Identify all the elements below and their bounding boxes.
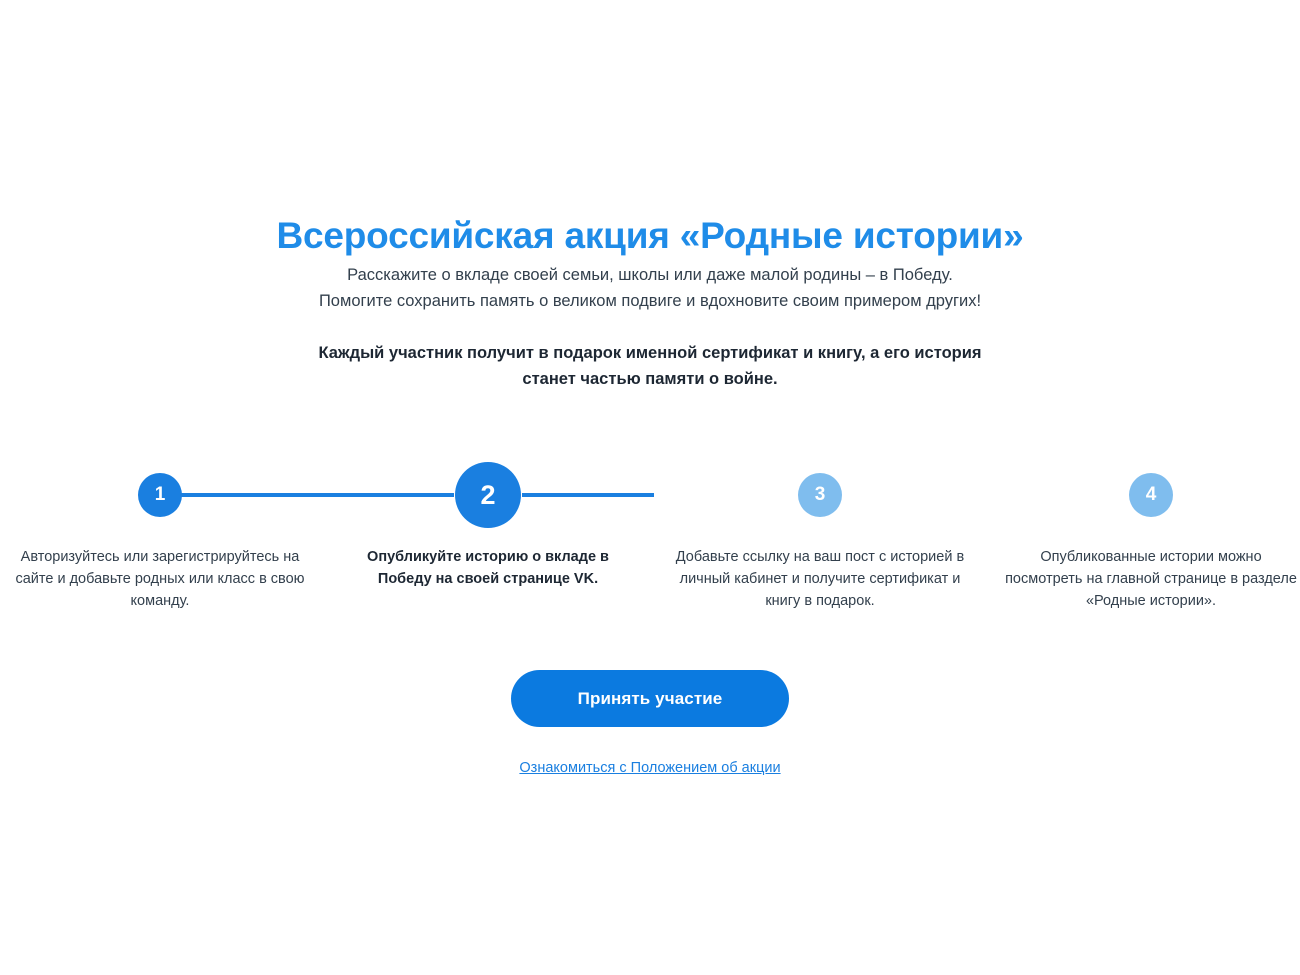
- step-bullet-wrap-4: [986, 460, 1300, 532]
- step-number-badge-1: 1: [138, 473, 182, 517]
- lead-highlight-line-2: станет частью памяти о войне.: [522, 370, 778, 388]
- step-number-badge-4: 4: [1129, 473, 1173, 517]
- step-description-4: Опубликованные истории можно посмотреть на главной странице в разделе «Родные истории».: [1005, 549, 1297, 609]
- participate-button[interactable]: Принять участие: [511, 670, 789, 727]
- step-description-3: Добавьте ссылку на ваш пост с историей в личный кабинет и получите сертификат и книгу в подарок.: [675, 549, 965, 609]
- step-item-4: [986, 460, 1300, 612]
- step-item-2: [323, 460, 653, 590]
- step-description-1: Авторизуйтесь или зарегистрируйтесь на сайте и добавьте родных или класс в свою команду.: [15, 549, 305, 609]
- step-item-1: [0, 460, 325, 612]
- lead-line-2: Помогите сохранить память о великом подвиге и вдохновите своим примером других!: [318, 292, 982, 310]
- step-number-badge-2: 2: [455, 462, 521, 528]
- step-item-3: [655, 460, 985, 612]
- lead-line-1: Расскажите о вкладе своей семьи, школы или даже малой родины – в Победу.: [347, 266, 953, 284]
- step-bullet-wrap-3: [655, 460, 985, 532]
- lead-highlight-line-1: Каждый участник получит в подарок именной сертификат и книгу, а его история: [318, 344, 982, 362]
- regulation-link[interactable]: Ознакомиться с Положением об акции: [519, 760, 781, 776]
- step-number-badge-3: 3: [798, 473, 842, 517]
- page-title: Всероссийская акция «Родные истории»: [276, 214, 1024, 256]
- lead-paragraph: [0, 262, 1300, 314]
- steps-progress: [0, 460, 1300, 650]
- step-connector-2-3: [522, 493, 654, 497]
- step-connector-1-2: [180, 493, 454, 497]
- lead-highlight: [0, 340, 1300, 392]
- step-description-2: Опубликуйте историю о вкладе в Победу на своей странице VK.: [367, 549, 609, 587]
